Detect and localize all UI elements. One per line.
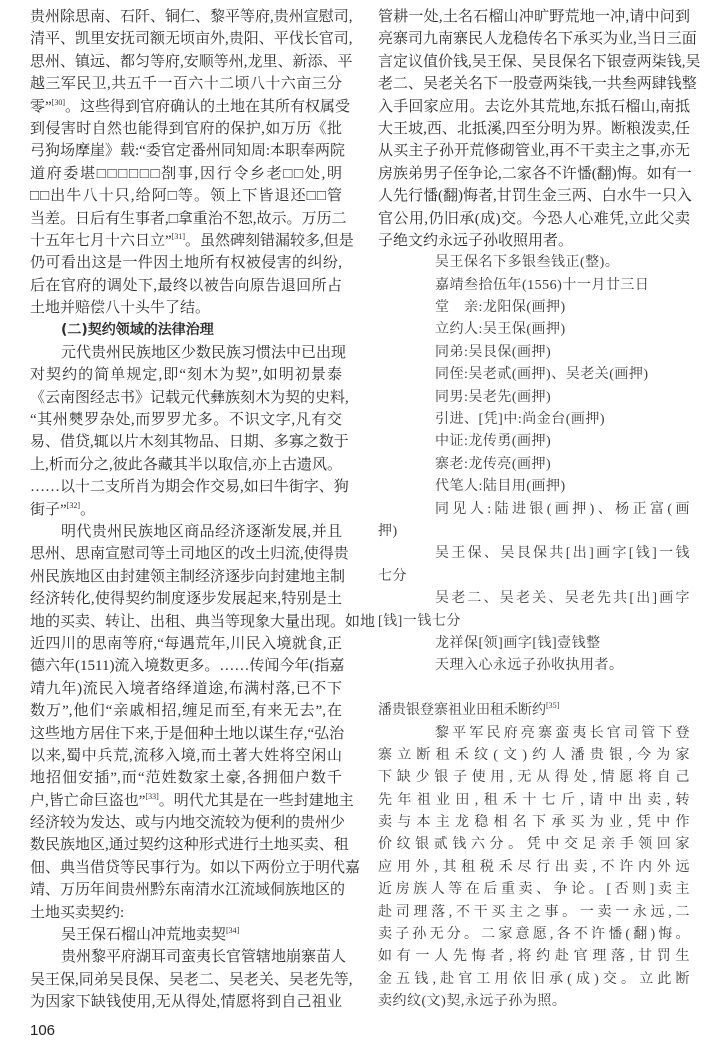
text-segment: 。这些得到官府确认的土地在其所有权属受 xyxy=(65,98,351,115)
contract-entry xyxy=(378,723,690,1014)
text-line: 近房族人等在后重卖、争论。[否则]卖主 xyxy=(378,882,690,898)
section-heading xyxy=(30,319,342,341)
text-line: 数民族地区,通过契约这种形式进行土地买卖、租 xyxy=(30,837,349,854)
text-line: 数万”,他们“亲戚相招,缠足而至,有来无去”,在 xyxy=(30,703,342,720)
paragraph xyxy=(30,342,349,521)
contract-entry xyxy=(378,499,690,544)
text-line: 思州、思南宣慰司等土司地区的改土归流,使得贵 xyxy=(30,546,349,563)
paragraph xyxy=(30,924,342,946)
text-segment: 。虽然碑刻错漏较多,但是 xyxy=(185,232,354,249)
text-line: 清平、凯里安抚司额无顷亩外,贵阳、平伐长官司, xyxy=(30,31,353,48)
text-line: 明代贵州民族地区商品经济逐渐发展,并且 xyxy=(61,523,342,540)
text-line: 言定议值价钱,吴王保、吴艮保名下银壹两柒钱,吴 xyxy=(378,53,701,70)
text-line: 易、借贷,辄以片木刻其物品、日期、多寡之数于 xyxy=(30,434,349,451)
text-line: 代笔人:陆目用(画押) xyxy=(435,479,566,495)
text-line: 到侵害时自然也能得到官府的保护,如万历《批 xyxy=(30,120,342,137)
text-line: 地的买卖、转让、出租、典当等现象大量出现。如地 xyxy=(30,613,376,630)
text-line: 经济转化,使得契约制度逐步发展起来,特别是土 xyxy=(30,591,342,608)
text-line: 道府委堪□□□□□□剳事,因行令乡老□□处,明 xyxy=(30,165,342,182)
text-line: 为因家下缺钱使用,无从得处,情愿将到自己祖业 xyxy=(30,994,342,1011)
text-line: 同弟:吴艮保(画押) xyxy=(435,344,552,360)
text-line: 越三军民卫,共五千一百六十二顷八十六亩三分 xyxy=(30,76,342,93)
contract-entry xyxy=(378,319,690,341)
footnote-ref: [32] xyxy=(66,500,80,510)
text-line: 老二、吴老关名下一股壹两柒钱,一共叁两肆钱整 xyxy=(378,76,697,93)
text-line xyxy=(378,700,690,722)
contract-entry xyxy=(378,252,690,274)
text-line: 近四川的思南等府,“每遇荒年,川民入境就食,正 xyxy=(30,635,342,652)
text-segment: 户,皆亡命巨盗也” xyxy=(30,792,146,809)
contract-entry xyxy=(378,588,690,633)
paragraph xyxy=(30,946,353,1013)
left-column xyxy=(30,6,376,1014)
text-line: 应用外,其租税禾尽行出卖,不许内外远 xyxy=(378,859,690,875)
text-line: 寨立断租禾纹(文)约人潘贵银,今为家 xyxy=(378,747,690,763)
contract-entry xyxy=(378,633,690,655)
text-segment: 潘贵银登寨祖业田租禾断约 xyxy=(378,703,546,719)
text-line: 同侄:吴老贰(画押)、吴老关(画押) xyxy=(435,367,649,383)
text-line: 对契约的简单规定,即“刻木为契”,如明初景泰 xyxy=(30,367,342,384)
text-line: 赴司理落,不干买主之事。一卖一永远,二 xyxy=(378,904,690,920)
text-line: 当差。日后有生事者,□拿重治不恕,故示。万历二 xyxy=(30,210,347,227)
text-line: “其州僰罗杂处,而罗罗尤多。不识文字,凡有交 xyxy=(30,412,342,429)
text-line: 寨老:龙传亮(画押) xyxy=(435,456,552,472)
text-line: 管耕一处,土名石榴山冲旷野荒地一冲,请中问到 xyxy=(378,9,690,25)
text-line: 土地买卖契约: xyxy=(30,904,125,921)
text-line: 州民族地区由封建领主制经济逐步向封建地主制 xyxy=(30,568,346,585)
text-line: 价纹银贰钱六分。凭中交足亲手领回家 xyxy=(378,837,690,853)
text-line: 卖与本主龙稳相名下承买为业,凭中作 xyxy=(378,815,690,831)
text-line: 贵州黎平府湖耳司蛮夷长官管辖地崩寨苗人 xyxy=(61,949,347,966)
contract-entry xyxy=(378,409,690,431)
right-column xyxy=(378,6,701,1014)
text-line: 先年祖业田,租禾十七斤,请中出卖,转 xyxy=(378,792,690,808)
text-line: 押) xyxy=(378,523,398,539)
text-line: 元代贵州民族地区少数民族习惯法中已出现 xyxy=(61,344,347,361)
text-segment: 街子” xyxy=(30,501,67,518)
text-line: 靖、万历年间贵州黔东南清水江流域侗族地区的 xyxy=(30,882,346,899)
contract-entry xyxy=(378,297,690,319)
text-line: 以来,蜀中兵荒,流移入境,而土著大姓将空闲山 xyxy=(30,747,342,764)
text-line: 中证:龙传勇(画押) xyxy=(435,434,552,450)
text-line: [钱]一钱七分 xyxy=(378,613,461,629)
text-line: 下缺少银子使用,无从得处,情愿将自己 xyxy=(378,770,690,786)
text-line: 吴王保、吴艮保共[出]画字[钱]一钱 xyxy=(435,546,690,562)
text-segment: 零” xyxy=(30,98,52,115)
footnote-ref: [33] xyxy=(145,791,159,801)
text-line: 《云南图经志书》记载元代彝族刻木为契的史料, xyxy=(30,389,349,406)
contract-title xyxy=(378,700,690,722)
text-line: 如有一人先悔者,将约赴官理落,甘罚生 xyxy=(378,949,690,965)
text-line: 官公用,仍旧承(成)交。今恐人心难凭,立此父卖 xyxy=(378,210,690,227)
text-line: 天理入心永远子孙收执用者。 xyxy=(435,658,624,674)
text-line: 人先行憣(翻)悔者,甘罚生金三两、白水牛一只入 xyxy=(378,188,692,205)
text-line: 卖子孙无分。二家意愿,各不许憣(翻)悔。 xyxy=(378,927,690,943)
text-line xyxy=(30,96,351,118)
text-line: 七分 xyxy=(378,568,407,584)
contract-entry xyxy=(378,454,690,476)
text-line: 从买主子孙开荒修砌管业,再不干卖主之事,亦无 xyxy=(378,143,690,160)
text-line: (二)契约领域的法律治理 xyxy=(61,322,214,339)
text-line: 同男:吴老先(画押) xyxy=(435,389,552,405)
text-line: 德六年(1511)流入境数更多。……传闻今年(指嘉 xyxy=(30,658,345,675)
contract-entry xyxy=(378,655,690,677)
footnote-ref: [31] xyxy=(171,231,185,241)
text-line: 经济较为发达、或与内地交流较为便利的贵州少 xyxy=(30,815,346,832)
text-segment: 吴王保石榴山冲荒地卖契 xyxy=(61,927,227,944)
contract-entry xyxy=(378,431,690,453)
text-line: 这些地方居住下来,于是佃种土地以谋生存,“弘治 xyxy=(30,725,345,742)
text-line: 同见人:陆进银(画押)、杨正富(画 xyxy=(435,501,690,517)
text-line: 土地并赔偿八十头牛了结。 xyxy=(30,300,211,317)
footnote-ref: [35] xyxy=(546,701,560,711)
paragraph xyxy=(30,6,354,319)
text-line: 亮寨司九南寨民人龙稳传名下承买为业,当日三面 xyxy=(378,31,697,48)
text-line xyxy=(30,499,342,521)
text-line: 吴王保名下多银叁钱正(整)。 xyxy=(435,255,620,271)
page-number: 106 xyxy=(30,1022,56,1039)
text-line: 仍可看出这是一件因土地所有权被侵害的纠纷, xyxy=(30,255,342,272)
text-line: 引进、[凭]中:尚金台(画押) xyxy=(435,412,606,428)
text-line: 靖九年)流民入境者络绎道途,布满村落,已不下 xyxy=(30,680,342,697)
text-line xyxy=(30,924,342,946)
text-line: 子绝文约永远子孙收照用者。 xyxy=(378,232,574,249)
text-line: 上,析而分之,彼此各藏其半以取信,亦上古遗风。 xyxy=(30,456,342,473)
text-line: 弓狗场摩崖》载:“委官定番州同知周:本职奉两院 xyxy=(30,143,345,160)
contract-entry xyxy=(378,476,690,498)
text-line: 吴王保,同弟吴艮保、吴老二、吴老关、吴老先等, xyxy=(30,971,353,988)
text-line: 金五钱,赴官工用依旧承(成)交。立此断 xyxy=(378,971,690,987)
contract-entry xyxy=(378,275,690,297)
text-segment: 十五年七月十六日立” xyxy=(30,232,172,249)
text-line: 贵州除思南、石阡、铜仁、黎平等府,贵州宣慰司, xyxy=(30,9,353,25)
text-line: □□出牛八十只,给阿□等。领上下皆退还□□管 xyxy=(30,188,342,205)
text-line: 佃、典当借贷等民事行为。如以下两份立于明代嘉 xyxy=(30,859,361,876)
contract-entry xyxy=(378,387,690,409)
contract-entry xyxy=(378,364,690,386)
text-segment: 。明代尤其是在一些封建地主 xyxy=(158,792,354,809)
text-line: 房族弟男子侄争论,二家各不许憣(翻)悔。如有一 xyxy=(378,165,692,182)
footnote-ref: [34] xyxy=(226,926,240,936)
text-line: 黎平军民府亮寨蛮夷长官司管下登 xyxy=(435,725,690,741)
text-line: 后在官府的调处下,最终以被告向原告退回所占 xyxy=(30,277,342,294)
text-line xyxy=(30,790,354,812)
text-line: 大王坡,西、北抵溪,四至分明为界。断粮泼卖,任 xyxy=(378,120,690,137)
text-line: 立约人:吴王保(画押) xyxy=(435,322,566,338)
text-line: 入手回家应用。去讫外其荒地,东抵石榴山,南抵 xyxy=(378,98,690,115)
text-line: 嘉靖叁拾伍年(1556)十一月廿三日 xyxy=(435,277,650,293)
spacer xyxy=(378,678,690,700)
text-line: 思州、镇远、都匀等府,安顺等州,龙里、新添、平 xyxy=(30,53,353,70)
contract-entry xyxy=(378,342,690,364)
text-line: 吴老二、吴老关、吴老先共[出]画字 xyxy=(435,591,690,607)
paragraph xyxy=(378,6,701,252)
text-line: 地招佃安插”,而“范姓数家土豪,各拥佃户数千 xyxy=(30,770,342,787)
text-line: 卖约纹(文)契,永远子孙为照。 xyxy=(378,994,567,1010)
text-line: 堂 亲:龙阳保(画押) xyxy=(435,300,566,316)
paragraph xyxy=(30,521,376,924)
footnote-ref: [30] xyxy=(51,97,65,107)
text-line: 龙祥保[领]画字[钱]壹钱整 xyxy=(435,635,601,651)
text-line xyxy=(30,230,354,252)
contract-entry xyxy=(378,543,690,588)
text-line: ……以十二支所肖为期会作交易,如曰牛街字、狗 xyxy=(30,479,349,496)
text-segment: 。 xyxy=(80,501,96,518)
